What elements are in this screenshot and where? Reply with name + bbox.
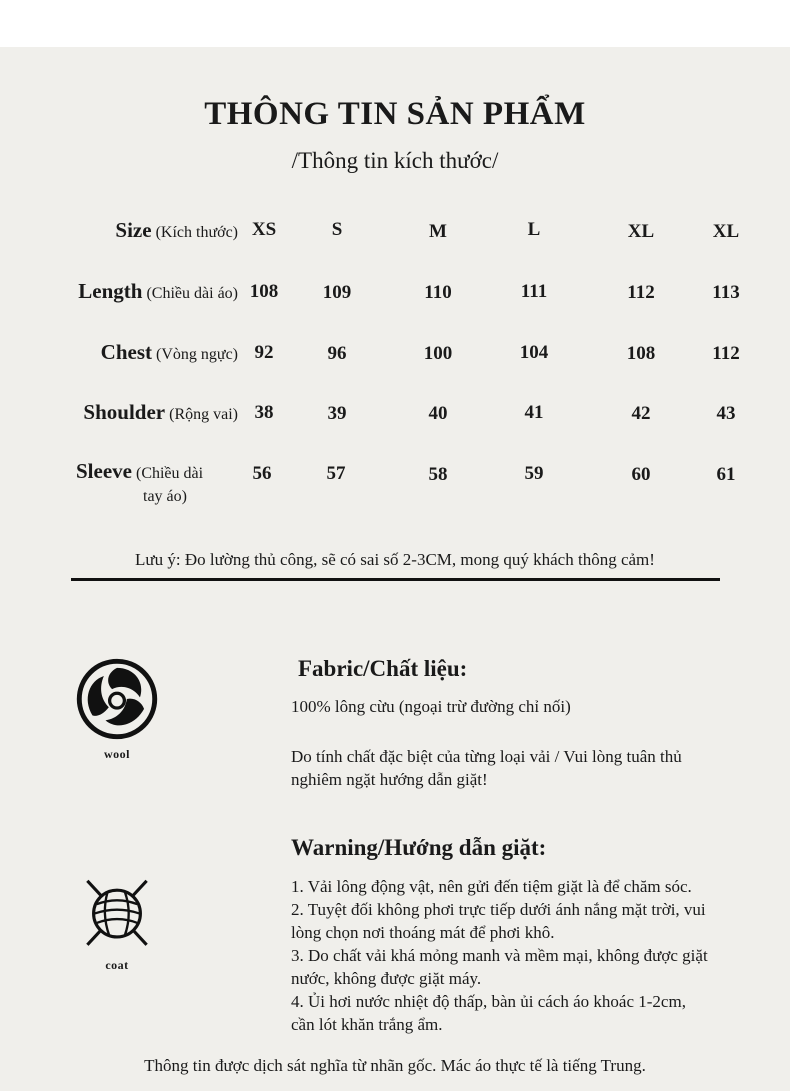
sleeve-row-label (76, 460, 203, 508)
shoulder-row-label (83, 400, 238, 425)
shoulder-cell: 39 (327, 403, 347, 424)
warning-line: 2. Tuyệt đối không phơi trực tiếp dưới ánh nắng mặt trời, vui (291, 900, 706, 919)
sleeve-cell: 57 (326, 463, 346, 484)
shoulder-cell: 41 (524, 402, 544, 423)
length-row-label (78, 279, 238, 304)
yarn-icon-box (72, 873, 162, 973)
size-cell: S (331, 219, 343, 240)
chest-cell: 92 (254, 342, 274, 363)
page-title: THÔNG TIN SẢN PHẨM (204, 96, 586, 132)
chest-cell: 96 (327, 343, 347, 364)
chest-cell: 104 (519, 342, 549, 363)
wool-swirl-icon (76, 658, 158, 740)
chest-label-vi: (Vòng ngực) (156, 346, 238, 363)
sleeve-label-vi-line1: (Chiều dài (135, 465, 204, 482)
length-cell: 111 (520, 281, 548, 302)
size-cell: XL (627, 221, 655, 242)
chest-cell: 100 (423, 343, 453, 364)
fabric-line-1: 100% lông cừu (ngoại trừ đường chỉ nối) (291, 697, 571, 716)
size-label-en: Size (115, 218, 152, 242)
size-label-vi: (Kích thước) (155, 224, 238, 241)
fabric-title: Fabric/Chất liệu: (298, 656, 468, 681)
coat-caption: coat (105, 958, 129, 972)
sleeve-cell: 56 (252, 463, 272, 484)
chest-cell: 108 (626, 343, 656, 364)
size-row-label (115, 218, 238, 243)
shoulder-cell: 43 (716, 403, 736, 424)
page-subtitle: /Thông tin kích thước/ (291, 148, 499, 173)
length-label-en: Length (78, 279, 143, 303)
warning-title: Warning/Hướng dẫn giặt: (291, 835, 547, 860)
fabric-line-3: nghiêm ngặt hướng dẫn giặt! (291, 770, 488, 789)
fabric-line-2: Do tính chất đặc biệt của từng loại vải / Vui lòng tuân thủ (291, 747, 682, 766)
size-cell: XL (712, 221, 740, 242)
length-cell: 110 (424, 282, 452, 303)
size-cell: XS (251, 219, 277, 240)
shoulder-label-en: Shoulder (83, 400, 166, 424)
size-cell: M (429, 221, 447, 242)
sleeve-cell: 59 (524, 463, 544, 484)
warning-line: nước, không được giặt máy. (291, 969, 482, 988)
sleeve-label-en: Sleeve (76, 459, 132, 483)
length-cell: 113 (712, 282, 740, 303)
measurement-note: Lưu ý: Đo lường thủ công, sẽ có sai số 2-3CM, mong quý khách thông cảm! (135, 550, 655, 569)
length-cell: 109 (322, 282, 352, 303)
warning-line: cần lót khăn trắng ẩm. (291, 1015, 443, 1034)
wool-icon-box (72, 658, 162, 762)
yarn-ball-icon (77, 873, 157, 951)
warning-line: 4. Ủi hơi nước nhiệt độ thấp, bàn ủi cách áo khoác 1-2cm, (291, 992, 686, 1011)
warning-line: 1. Vải lông động vật, nên gửi đến tiệm giặt là để chăm sóc. (291, 877, 692, 896)
length-cell: 108 (249, 281, 279, 302)
shoulder-cell: 38 (254, 402, 274, 423)
chest-row-label (101, 340, 238, 365)
sleeve-label-vi-line2: tay áo) (143, 488, 187, 505)
wool-caption: wool (104, 747, 130, 761)
warning-line: 3. Do chất vải khá mỏng manh và mềm mại, không được giặt (291, 946, 708, 965)
length-cell: 112 (627, 282, 655, 303)
shoulder-label-vi: (Rộng vai) (169, 406, 238, 423)
sleeve-cell: 58 (428, 464, 448, 485)
warning-line: lòng chọn nơi thoáng mát để phơi khô. (291, 923, 555, 942)
chest-cell: 112 (712, 343, 740, 364)
divider (71, 578, 720, 581)
translation-footer: Thông tin được dịch sát nghĩa từ nhãn gốc. Mác áo thực tế là tiếng Trung. (144, 1056, 646, 1075)
sleeve-cell: 60 (631, 464, 651, 485)
size-cell: L (527, 219, 541, 240)
sleeve-cell: 61 (716, 464, 736, 485)
shoulder-cell: 42 (631, 403, 651, 424)
shoulder-cell: 40 (428, 403, 448, 424)
chest-label-en: Chest (100, 340, 153, 364)
length-label-vi: (Chiều dài áo) (146, 285, 238, 302)
